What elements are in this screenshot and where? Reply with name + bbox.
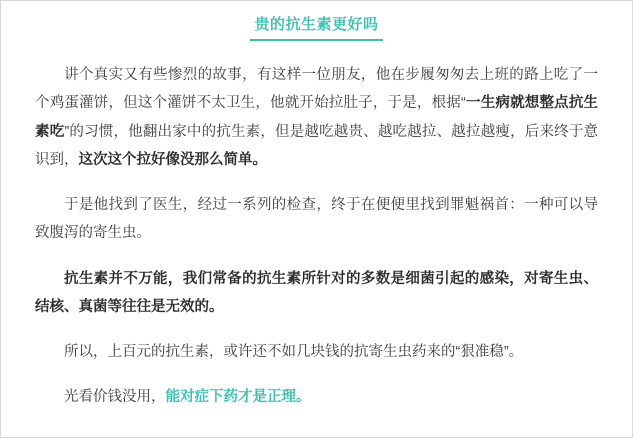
article-title-bar: [35, 1, 598, 47]
body-text: 所以，上百元的抗生素，或许还不如几块钱的抗寄生虫药来的“狠准稳”。: [64, 344, 524, 361]
body-text: 讲个真实又有些惨烈的故事，有这样一位朋友，他在步履匆匆去上班的路上吃了一个鸡蛋灌饼，但这个灌饼不太卫生，他就开始拉肚子，于是，根据“: [35, 67, 598, 112]
paragraph: [35, 61, 598, 174]
paragraph: [35, 265, 598, 322]
page-title: 贵的抗生素更好吗: [250, 13, 382, 41]
body-text: 于是他找到了医生，经过一系列的检查，终于在便便里找到罪魁祸首：一种可以导致腹泻的寄生虫。: [35, 197, 598, 242]
article-body: [35, 47, 598, 412]
emphasis-text: 抗生素并不万能，我们常备的抗生素所针对的多数是细菌引起的感染，对寄生虫、结核、真菌等往往是无效的。: [35, 270, 598, 315]
paragraph: [35, 383, 598, 411]
accent-text: 能对症下药才是正理。: [165, 389, 311, 406]
body-text: ”的习惯，他翻出家中的抗生素，但是越吃越贵、越吃越拉、越拉越瘦，后来终于意识到，: [35, 123, 599, 168]
emphasis-text: 这次这个拉好像没那么简单。: [78, 151, 267, 168]
paragraph: [35, 338, 598, 366]
paragraph: [35, 191, 598, 248]
emphasis-text: 一生病就想整点抗生素吃: [35, 95, 599, 140]
body-text: 光看价钱没用，: [64, 389, 166, 406]
